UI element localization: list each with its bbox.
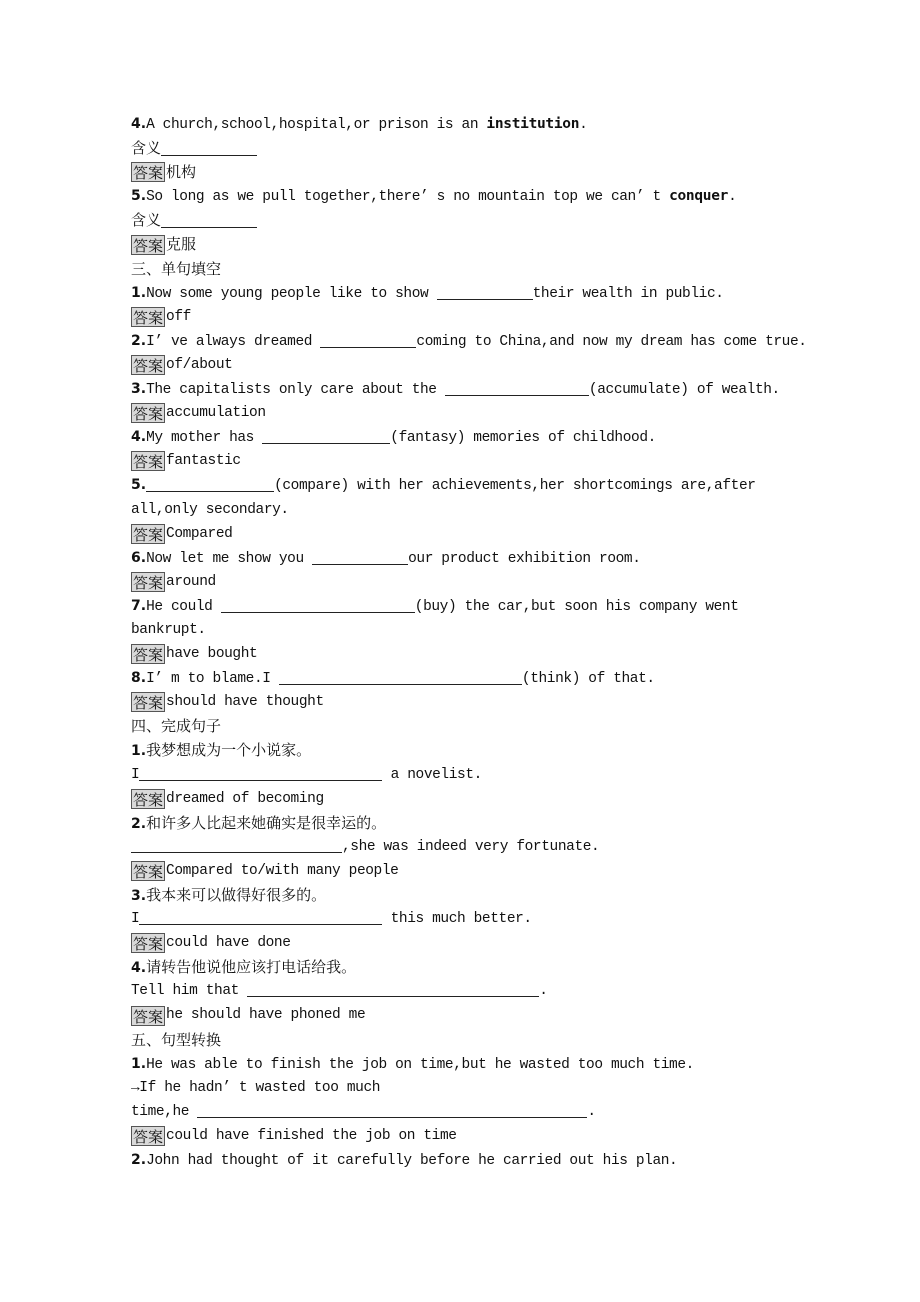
complete-question-4: 4.请转告他说他应该打电话给我。 xyxy=(131,958,357,977)
answer-tag: 答案 xyxy=(133,405,164,424)
vocab-question-4: 4.A church,school,hospital,or prison is an institution. xyxy=(131,116,588,133)
answer-line: 答案 fantastic xyxy=(133,453,241,472)
answer-blank xyxy=(139,908,382,925)
arrow-line: →If he hadn’ t wasted too much xyxy=(131,1079,381,1096)
answer-blank xyxy=(437,283,533,300)
worksheet-page: 4.A church,school,hospital,or prison is an institution. 含义 答案 机构 5.So long as we pull together,there’ s no mountain top we can’ t conquer. 含义 答案 克服 三、单句填空 1.Now some young people like to show their wealth in public. 答案 off 2.I’ ve always dreamed coming to China,and now my dream has come true. 答案 of/about 3.The capitalists only care about the (accumulate) of wealth. 答案 accumulation 4.My mother has (fantasy) memories of childhood. 答案 fantastic 5. (compare) with her achievements,her shortcomings are,after all,only secondary. 答案 Compared 6.Now let me show you our product exhibition room. 答案 around 7.He could (buy) the car,but soon his company went bankrupt. 答案 have bought 8.I’ m to blame.I (think) of that. 答案 should have thought 四、完成句子 1.我梦想成为一个小说家。 I a novelist. 答案 dreamed of becoming 2.和许多人比起来她确实是很幸运的。 ,she was indeed very fortunate. 答案 Compared to/with many people 3.我本来可以做得好很多的。 I this much better. 答案 could have done 4.请转告他说他应该打电话给我。 Tell him that . 答案 he should have phoned me 五、句型转换 1.He was able to finish the job on time,but he wasted too much time. →If he hadn’ t wasted too much time,he . 答案 could have finished the job on time 2.John had thought of it carefully before he carried out his plan. xyxy=(131,112,791,1172)
answer-line: 答案 off xyxy=(133,308,191,327)
question-number: 4. xyxy=(131,116,147,132)
fill-question-2: 2.I’ ve always dreamed coming to China,and now my dream has come true. xyxy=(131,332,807,350)
meaning-line: 含义 xyxy=(131,208,791,232)
answer-tag: 答案 xyxy=(133,1127,164,1146)
section-title: 三、单句填空 xyxy=(131,259,222,278)
answer-tag: 答案 xyxy=(133,525,164,544)
answer-line: 答案 could have finished the job on time xyxy=(133,1127,457,1146)
answer-blank xyxy=(161,211,257,228)
answer-line: 答案 around xyxy=(133,573,216,592)
answer-line: 答案 could have done xyxy=(133,935,291,954)
answer-line: 答案 accumulation xyxy=(133,405,266,424)
answer-blank xyxy=(320,331,416,348)
answer-tag: 答案 xyxy=(133,453,164,472)
answer-blank xyxy=(312,548,408,565)
keyword: conquer xyxy=(669,188,729,205)
section-title: 四、完成句子 xyxy=(131,717,222,736)
fill-question-5: 5. (compare) with her achievements,her shortcomings are,after xyxy=(131,477,756,495)
fill-question-8: 8.I’ m to blame.I (think) of that. xyxy=(131,670,655,688)
answer-line: 答案 of/about xyxy=(133,356,233,375)
answer-tag: 答案 xyxy=(133,790,164,809)
answer-blank xyxy=(146,475,274,492)
answer-blank xyxy=(197,1101,587,1118)
fill-question-4: 4.My mother has (fantasy) memories of childhood. xyxy=(131,429,656,447)
answer-tag: 答案 xyxy=(133,862,164,881)
answer-blank xyxy=(131,836,342,853)
answer-blank xyxy=(262,427,390,444)
answer-blank xyxy=(221,596,415,613)
answer-blank xyxy=(279,668,522,685)
answer-line: 答案 机构 xyxy=(133,163,197,183)
answer-blank xyxy=(161,139,257,156)
answer-tag: 答案 xyxy=(133,646,164,665)
fill-question-6: 6.Now let me show you our product exhibition room. xyxy=(131,549,641,567)
fill-question-7: 7.He could (buy) the car,but soon his company went xyxy=(131,597,739,615)
meaning-line: 含义 xyxy=(131,136,791,160)
keyword: institution xyxy=(486,116,580,132)
answer-tag: 答案 xyxy=(133,1007,164,1026)
complete-question-3: 3.我本来可以做得好很多的。 xyxy=(131,886,327,904)
answer-line: 答案 have bought xyxy=(133,646,258,665)
fill-question-1: 1.Now some young people like to show their wealth in public. xyxy=(131,284,724,302)
vocab-question-5: 5.So long as we pull together,there’ s no mountain top we can’ t conquer. xyxy=(131,188,737,206)
section-title: 五、句型转换 xyxy=(131,1030,222,1049)
answer-line: 答案 Compared to/with many people xyxy=(133,862,399,881)
complete-question-2: 2.和许多人比起来她确实是很幸运的。 xyxy=(131,813,387,832)
answer-tag: 答案 xyxy=(133,308,164,327)
answer-line: 答案 Compared xyxy=(133,525,233,544)
answer-line: 答案 dreamed of becoming xyxy=(133,790,324,809)
answer-tag: 答案 xyxy=(133,356,164,375)
answer-blank xyxy=(445,379,589,396)
answer-line: 答案 should have thought xyxy=(133,694,324,713)
fill-question-3: 3.The capitalists only care about the (accumulate) of wealth. xyxy=(131,381,780,399)
answer-blank xyxy=(139,764,382,781)
answer-line: 答案 克服 xyxy=(133,235,197,255)
transform-question-1: 1.He was able to finish the job on time,but he wasted too much time. xyxy=(131,1055,694,1073)
transform-question-2: 2.John had thought of it carefully before he carried out his plan. xyxy=(131,1152,678,1170)
answer-tag: 答案 xyxy=(133,164,164,183)
complete-question-1: 1.我梦想成为一个小说家。 xyxy=(131,741,312,760)
answer-line: 答案 he should have phoned me xyxy=(133,1007,366,1026)
answer-tag: 答案 xyxy=(133,694,164,713)
answer-tag: 答案 xyxy=(133,573,164,592)
answer-tag: 答案 xyxy=(133,935,164,954)
answer-tag: 答案 xyxy=(133,236,164,255)
answer-blank xyxy=(247,980,539,997)
